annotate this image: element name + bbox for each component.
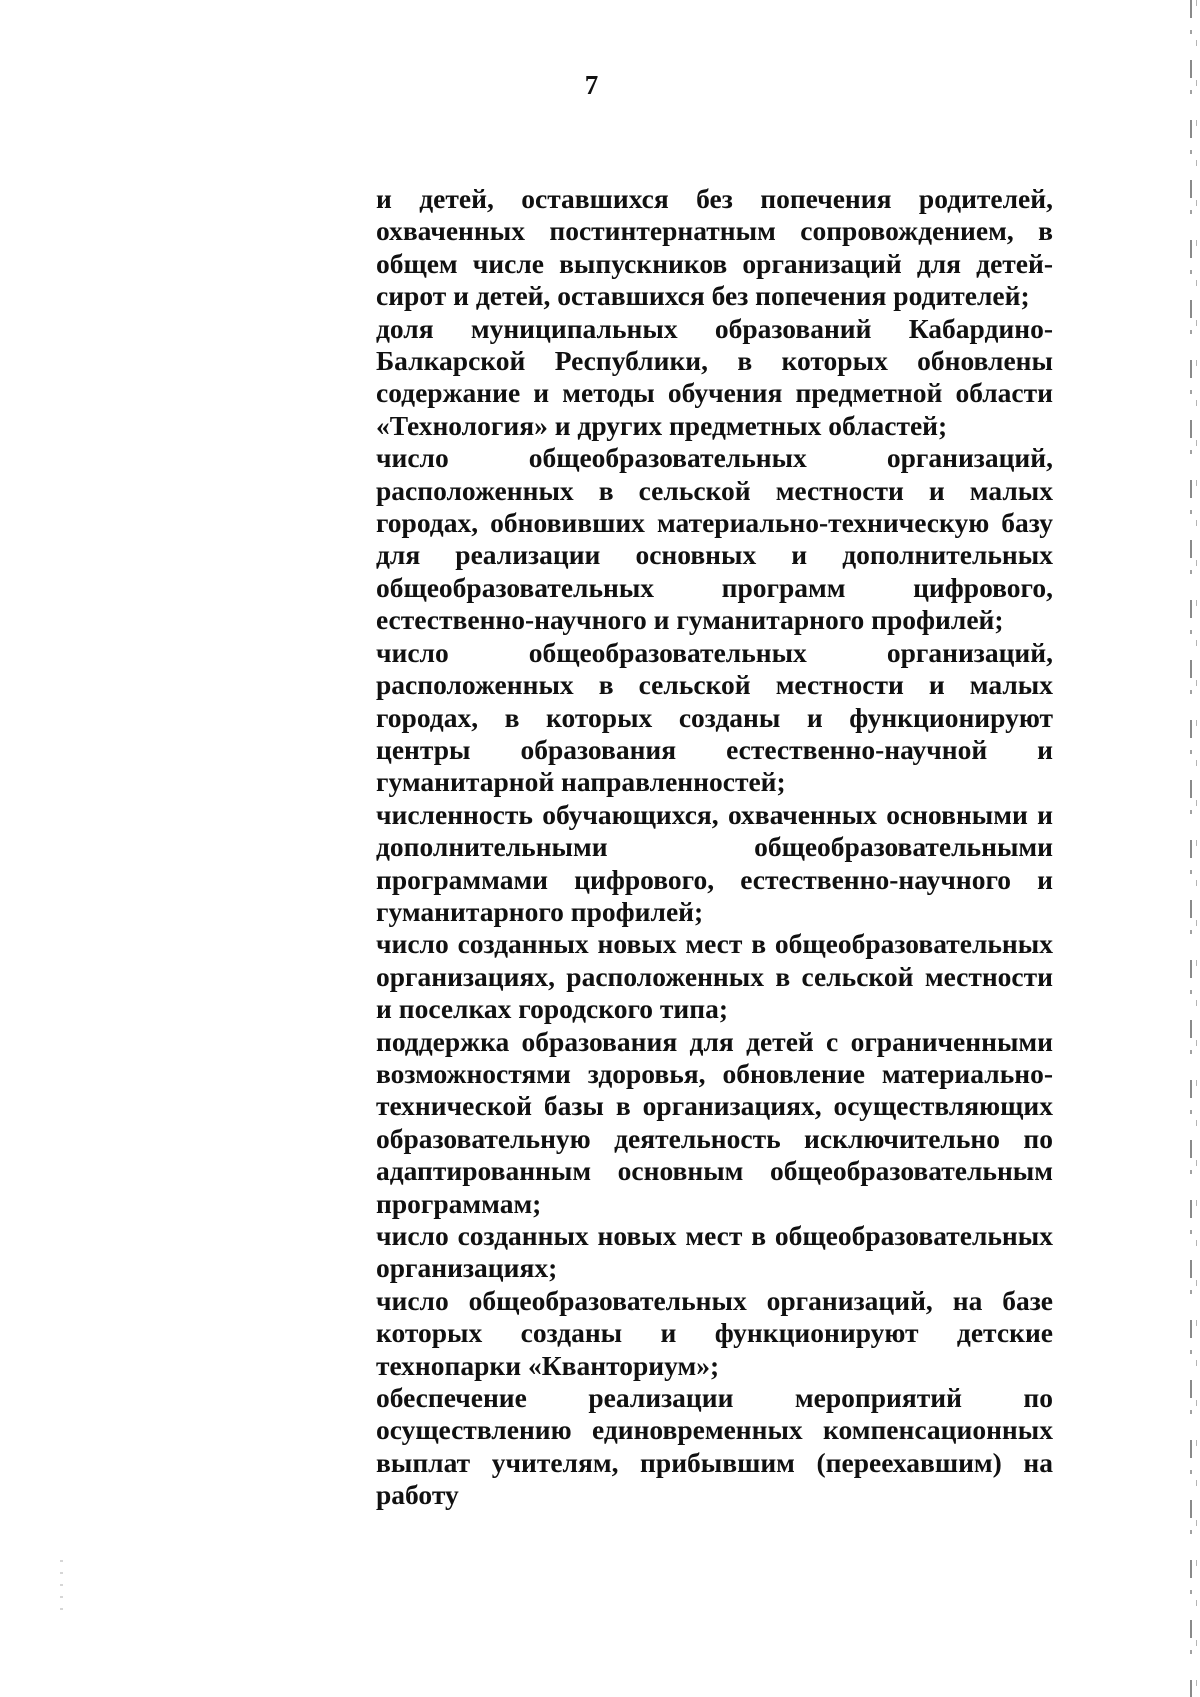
list-item: доля муниципальных образований Кабардино-Балкарской Республики, в которых обновлены содержание и методы обучения предметной области «Технология» и других предметных областей; [376, 312, 1053, 441]
list-item: численность обучающихся, охваченных основными и дополнительными общеобразовательными программами цифрового, естественно-научного и гуманитарного профилей; [376, 798, 1053, 927]
list-item: число общеобразовательных организаций, на базе которых созданы и функционируют детские технопарки «Кванториум»; [376, 1284, 1053, 1381]
list-item: число созданных новых мест в общеобразовательных организациях; [376, 1220, 1053, 1284]
list-item: и детей, оставшихся без попечения родителей, охваченных постинтернатным сопровождением, в общем числе выпускников организаций для детей-сирот и детей, оставшихся без попечения родителей; [376, 183, 1053, 312]
scan-edge-artifact-secondary [1196, 0, 1197, 1697]
page-number: 7 [584, 70, 599, 100]
list-item: число общеобразовательных организаций, расположенных в сельской местности и малых городах, обновивших материально-техническую базу для реализации основных и дополнительных общеобразовательных программ цифрового, естественно-научного и гуманитарного профилей; [376, 442, 1053, 636]
body-text [376, 183, 1053, 1512]
list-item: обеспечение реализации мероприятий по осуществлению единовременных компенсационных выплат учителям, прибывшим (переехавшим) на работу [376, 1382, 1053, 1511]
list-item: число общеобразовательных организаций, расположенных в сельской местности и малых городах, в которых созданы и функционируют центры образования естественно-научной и гуманитарной направленностей; [376, 636, 1053, 798]
list-item: число созданных новых мест в общеобразовательных организациях, расположенных в сельской местности и поселках городского типа; [376, 928, 1053, 1025]
list-item: поддержка образования для детей с ограниченными возможностями здоровья, обновление материально-технической базы в организациях, осуществляющих образовательную деятельность исключительно по адаптированным основным общеобразовательным программам; [376, 1025, 1053, 1219]
scan-edge-artifact [1190, 0, 1192, 1697]
scan-noise-artifact [60, 1560, 63, 1620]
